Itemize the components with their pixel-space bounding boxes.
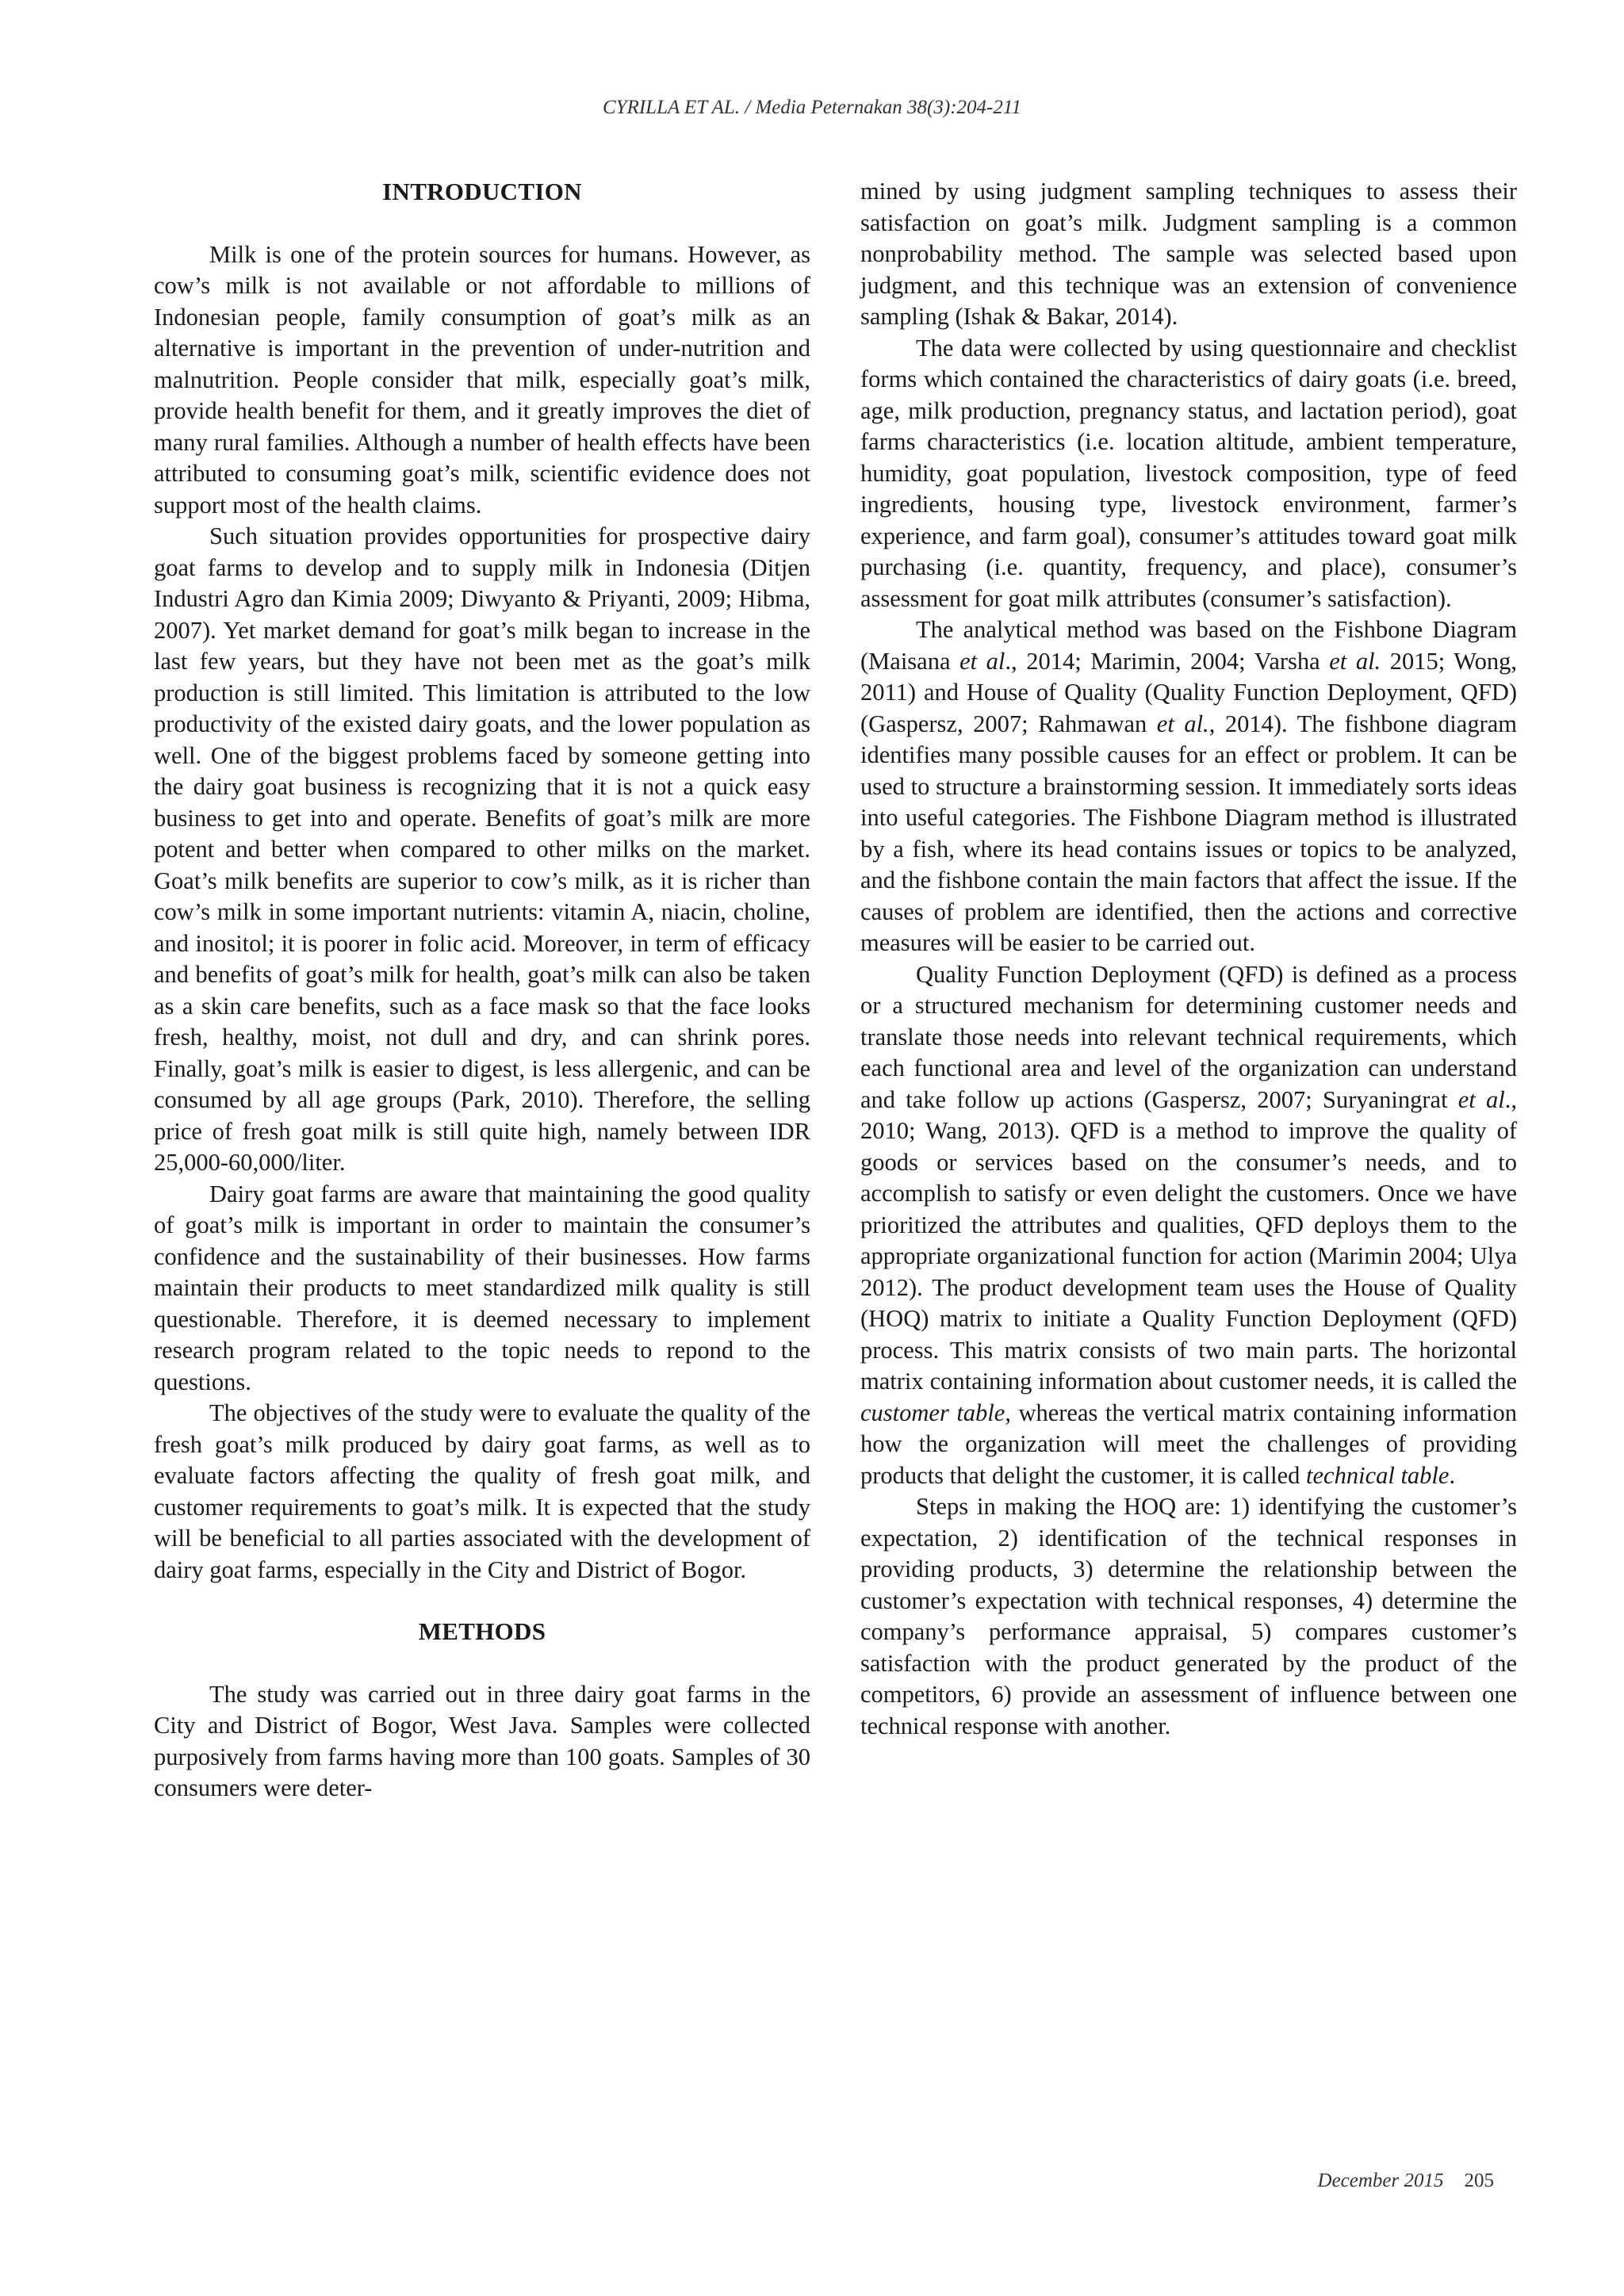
page-number: 205 [1464,2170,1494,2191]
text-run: Quality Function Deployment (QFD) is defined as a process or a structured mechanism for determining customer needs and translate those needs into relevant technical requirements, which each functional area and level of the organization can understand and take follow up actions (Gaspersz, 2007; Suryaningrat [860,960,1517,1113]
methods-paragraph-1: The study was carried out in three dairy goat farms in the City and District of Bogor, West Java. Samples were collected purposively from farms having more than 100 goats. Samples of 30 consumers were deter- [154,1680,810,1801]
intro-paragraph-2: Such situation provides opportunities for prospective dairy goat farms to develop and to supply milk in Indonesia (Ditjen Industri Agro dan Kimia 2009; Diwyanto & Priyanti, 2009; Hibma, 2007). Yet market demand for goat’s milk began to increase in the last few years, but they have not been met as the goat’s milk production is still limited. This limitation is attributed to the low productivity of the existed dairy goats, and the lower population as well. One of the biggest problems faced by someone getting into the dairy goat business is recognizing that it is not a quick easy business to get into and operate. Benefits of goat’s milk are more potent and better when compared to other milks on the market. Goat’s milk benefits are superior to cow’s milk, as it is richer than cow’s milk in some important nutrients: vitamin A, niacin, choline, and inositol; it is poorer in folic acid. Moreover, in term of efficacy and benefits of goat’s milk for health, goat’s milk can also be taken as a skin care benefits, such as a face mask so that the face looks fresh, healthy, moist, not dull and dry, and can shrink pores. Finally, goat’s milk is easier to digest, is less allergenic, and can be consumed by all age groups (Park, 2010). Therefore, the selling price of fresh goat milk is still quite high, namely between IDR 25,000-60,000/liter. [154,522,810,1176]
italic-run: customer table [860,1399,1005,1426]
text-run: ., 2014; Marimin, 2004; Varsha [1005,647,1330,675]
methods-paragraph-3 [860,614,1517,959]
running-head: CYRILLA ET AL. / Media Peternakan 38(3):204-211 [603,97,1021,118]
text-run: ., 2010; Wang, 2013). QFD is a method to improve the quality of goods or services based on the consumer’s needs, and to accomplish to satisfy or even delight the customers. Once we have prioritized the attributes and qualities, QFD deploys them to the appropriate organizational function for action (Marimin 2004; Ulya 2012). The product development team uses the House of Quality (HOQ) matrix to initiate a Quality Function Deployment (QFD) process. This matrix consists of two main parts. The horizontal matrix containing information about customer needs, it is called the [860,1085,1517,1395]
footer-date: December 2015 [1317,2170,1444,2191]
text-run: , whereas the vertical matrix containing information how the organization will meet the challenges of providing products that delight the customer, it is called [860,1399,1517,1489]
text-run: . [1449,1461,1456,1489]
italic-run: et al. [1329,647,1381,675]
methods-paragraph-4 [860,959,1517,1492]
methods-heading: METHODS [418,1617,546,1645]
text-run: , 2014). The fishbone diagram identifies many possible causes for an effect or problem. It can be used to structure a brainstorming session. It immediately sorts ideas into useful categories. The Fishbone Diagram method is illustrated by a fish, where its head contains issues or topics to be analyzed, and the fishbone contain the main factors that affect the issue. If the causes of problem are identified, then the actions and corrective measures will be easier to be carried out. [860,710,1517,956]
italic-run: technical table [1306,1461,1450,1489]
methods-paragraph-1-continued: mined by using judgment sampling techniques to assess their satisfaction on goat’s milk. Judgment sampling is a common nonprobability method. The sample was selected based upon judgment, and this technique was an extension of convenience sampling (Ishak & Bakar, 2014). [860,178,1517,330]
text-run: 2015; Wong, 2011) and House of Quality (Quality Function Deployment, QFD) (Gaspersz, 2007; Rahmawan [860,647,1517,737]
right-column [860,176,1517,1742]
italic-run: et al [1457,1085,1505,1113]
italic-run: et al [959,647,1005,675]
text-run: The analytical method was based on the Fishbone Diagram (Maisana [860,616,1517,675]
methods-paragraph-2: The data were collected by using questionnaire and checklist forms which contained the characteristics of dairy goats (i.e. breed, age, milk production, pregnancy status, and lactation period), goat farms characteristics (i.e. location altitude, ambient temperature, humidity, goat population, livestock composition, type of feed ingredients, housing type, livestock environment, farmer’s experience, and farm goal), consumer’s attitudes toward goat milk purchasing (i.e. quantity, frequency, and place), consumer’s assessment for goat milk attributes (consumer’s satisfaction). [860,334,1517,612]
intro-paragraph-3: Dairy goat farms are aware that maintaining the good quality of goat’s milk is important in order to maintain the consumer’s confidence and the sustainability of their businesses. How farms maintain their products to meet standardized milk quality is still questionable. Therefore, it is deemed necessary to implement research program related to the topic needs to repond to the questions. [154,1180,810,1395]
italic-run: et al. [1156,710,1209,737]
page-footer [1318,2170,1494,2192]
intro-paragraph-1: Milk is one of the protein sources for humans. However, as cow’s milk is not available or not affordable to millions of Indonesian people, family consumption of goat’s milk as an alternative is important in the prevention of under-nutrition and malnutrition. People consider that milk, especially goat’s milk, provide health benefit for them, and it greatly improves the diet of many rural families. Although a number of health effects have been attributed to consuming goat’s milk, scientific evidence does not support most of the health claims. [154,240,810,519]
methods-paragraph-5: Steps in making the HOQ are: 1) identifying the customer’s expectation, 2) identification of the technical responses in providing products, 3) determine the relationship between the customer’s expectation with technical responses, 4) determine the company’s performance appraisal, 5) compares customer’s satisfaction with the product generated by the product of the competitors, 6) provide an assessment of influence between one technical response with another. [860,1493,1517,1739]
intro-paragraph-4: The objectives of the study were to evaluate the quality of the fresh goat’s milk produced by dairy goat farms, as well as to evaluate factors affecting the quality of fresh goat milk, and customer requirements to goat’s milk. It is expected that the study will be beneficial to all parties associated with the development of dairy goat farms, especially in the City and District of Bogor. [154,1399,810,1583]
left-column [154,176,810,1804]
introduction-heading: INTRODUCTION [382,178,582,205]
